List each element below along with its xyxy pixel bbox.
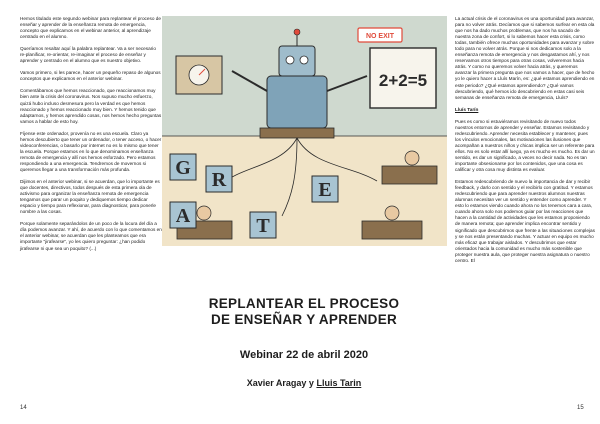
page-number-left: 14 xyxy=(20,405,27,411)
no-exit-text: NO EXIT xyxy=(365,33,395,40)
paragraph: Hemos titulado este segundo webinar para replantear el proceso de enseñar y aprender de la enseñanza remota de emergencia, concepto que explicamos en el webinar anterior, al aprendizaje centrado en el alumno. xyxy=(20,16,161,40)
paragraph: Fíjense este ordenador, provenía no es una escuela. Claro ya hemos descubierto que tener un ordenador, o tener acceso, o hacer videoconferencias, o basarlo por internet no es lo mismo que tener la escuela. Porque estamos en lo que denominamos enseñanza remota de emergencia y allí nos hemos esforzado. Pero estamos respondiendo a una emergencia. Tendremos de movernos si queremos llegar a una transformación más profunda. xyxy=(20,130,162,172)
svg-text:T: T xyxy=(256,215,270,237)
right-text-column xyxy=(455,16,595,270)
letter-cube xyxy=(250,212,276,238)
svg-text:A: A xyxy=(175,205,191,227)
side-machine xyxy=(176,56,222,94)
svg-text:E: E xyxy=(318,179,332,201)
speaker-heading: Lluís Tarín xyxy=(455,106,479,112)
title-line: DE ENSEÑAR Y APRENDER xyxy=(210,312,398,327)
paragraph: Comentábamos que hemos reaccionado, que reaccionamos muy bien ante la crisis del coronavirus. Nos supuso mucho esfuerzo, quizá hubo incluso desmesura pero la verdad es que hemos reaccionado y hemos reaccionado muy bien. Y hemos tenido que adaptarnos, y hemos aprendido cosas, nos hemos hecho preguntas vamos a hablar de esto hoy. xyxy=(20,88,162,124)
letter-cube xyxy=(170,202,196,228)
svg-text:R: R xyxy=(211,169,227,191)
board-formula: 2+2=5 xyxy=(378,71,428,90)
svg-text:G: G xyxy=(175,157,191,179)
page-number-right: 15 xyxy=(577,405,584,411)
no-exit-sign xyxy=(358,28,402,42)
paragraph: Pues es como si estuviéramos revisitando de nuevo todos nuestros entornos de aprender y enseñar. Estamos revisitando y redescubriendo. Aprender necesita establecer y mantener, pues los vínculos emocionales, las motivaciones las ilusiones que acompañan a nuestros niños y chicas implica ser un referente para ellos. No es solo estar allí luego, ya es mucho es mucho. Es dar un sentido, es dar un significado, a veces no decir nada. No es tan importante obsesionarse por los contenidos, que una cosa es calificar y otra cosa muy distinta es evaluar. xyxy=(455,118,595,173)
paragraph: La actual crisis de el coronavirus es una oportunidad para avanzar, para no volver atrás. Decíamos que si sabemos surfear en esta ola que nos ha dado muchos problemas, que nos ha sacado de nuestra zona de confort, si lo sabemos hacer esta crisis, como todas, también ofrece muchas oportunidades para avanzar y sobre todo para no volver atrás. Porque si nos dedicamos solo a la enseñanza remota de emergencia y nos desgastamos ahí, y nos reservamos otros tiempos para otras cosas, volveremos hacia atrás. Y como no queremos volver hacia atrás, y queremos avanzar la primera pregunta que nos vamos a hacer, que de hecho yo le quiero hacer a Lluís Marín, es: ¿qué estamos aprendiendo en este periodo? ¿Qué estamos aprendiendo? ¿Qué vamos descubriendo, qué hemos ido descubriendo en estas casi seis semanas de enseñanza remota de emergencia, Lluís? xyxy=(455,16,595,100)
paragraph: Queríamos resaltar aquí la palabra replantear. Va a ser necesario re-planificar, re-orientar, re-imaginar el proceso de enseñar y aprender y centrado en el alumno que es nuestro objetivo. xyxy=(20,46,156,64)
title-line: REPLANTEAR EL PROCESO xyxy=(208,296,400,311)
webinar-date: Webinar 22 de abril 2020 xyxy=(239,349,369,361)
author-connector: y xyxy=(308,378,314,388)
authors-line xyxy=(170,378,438,388)
author-name: Xavier Aragay xyxy=(246,378,307,388)
paragraph: Porque solamente separándolos de un poco de la locura del día a día podemos avanzar. Y ahí, de acuerdo con lo que comentamos en el anterior webinar, se acuerdan que les planteamos que era importante "jirafearse", yo les quiero preguntar: ¿han podido jirafearse ni que sea un poquito? (...) xyxy=(20,221,162,251)
paragraph: Vamos primero, si les parece, hacer un pequeño repaso de algunos conceptos que explicamos en el anterior webinar. xyxy=(20,70,161,82)
article-title xyxy=(170,296,438,328)
left-text-column xyxy=(20,16,162,258)
letter-cube xyxy=(206,166,232,192)
classroom-illustration xyxy=(162,16,447,246)
chalkboard xyxy=(370,48,436,108)
letter-cube xyxy=(312,176,338,202)
letter-cube xyxy=(170,154,196,180)
classroom-illustration-drawing xyxy=(162,16,447,246)
author-name-link[interactable]: Lluis Tarin xyxy=(316,378,362,388)
paragraph: Estamos redescubriendo de nuevo la importancia de dar y recibir feedback, y darlo con sentido y el recibirlo con gratitud. Y estamos redescubriendo que para aprender nuestros alumnos nuestras alumnas necesitan ver un sentido y entender como aprender. Y esto lo estamos viendo cuando ahora no los tenemos cara a cara, cuando ahora solo nos podemos guiar por las reacciones que hacen a la cantidad de actividades que les estamos proponiendo de manera remota; que aprender implica encontrar sentido y significado que descubrimos que frente a las situaciones complejas y se nos están presentando muchas. Y actuar en equipo es mucho más eficaz que trabajar aislados. Y descubrimos que estar orientados hacia la comunidad es mucho más sostenible que proteger nuestra aula, que proteger nuestra asignatura o nuestro centro. El xyxy=(455,179,595,263)
paragraph: Dijimos en el anterior webinar, si se acuerdan, que lo importante es que docentes, directivos, todos después de esta primera ola de activismo para organizar la enseñanza remota de emergencia tengamos que parar un poquito y dediquemos tiempo dedicar espacio y tiempo para reflexionar, para diagnosticar, para ponerle nombre a las cosas. xyxy=(20,179,160,215)
